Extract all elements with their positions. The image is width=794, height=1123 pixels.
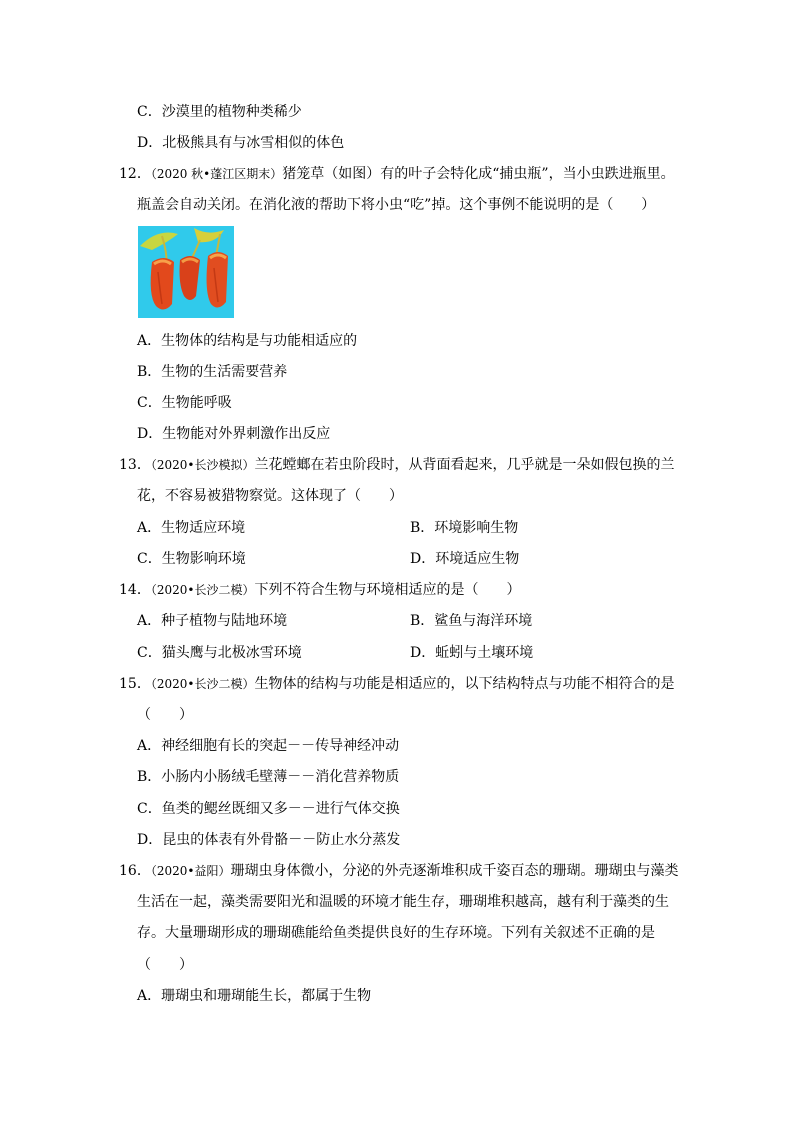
q15-stem: [119, 674, 674, 694]
q12-stem-line1: 猪笼草（如图）有的叶子会特化成“捕虫瓶”，当小虫跌进瓶里。: [282, 166, 675, 182]
q11-option-d: D．北极熊具有与冰雪相似的体色: [137, 135, 345, 151]
q15-option-a: A．神经细胞有长的突起－－传导神经冲动: [137, 738, 400, 754]
q14-option-d: D．蚯蚓与土壤环境: [410, 645, 534, 661]
q12-number: 12．: [119, 166, 151, 182]
q13-stem-line2: 花，不容易被猎物察觉。这体现了（ ）: [137, 488, 403, 504]
q13-option-b: B．环境影响生物: [410, 520, 519, 536]
q12-option-d: D．生物能对外界刺激作出反应: [137, 426, 331, 442]
q15-source: （2020•长沙二模）: [150, 677, 255, 691]
q16-source: （2020•益阳）: [150, 864, 231, 878]
q16-stem-line1: 珊瑚虫身体微小，分泌的外壳逐渐堆积成千姿百态的珊瑚。珊瑚虫与藻类: [230, 863, 679, 879]
q16-stem-line3: 存。大量珊瑚形成的珊瑚礁能给鱼类提供良好的生存环境。下列有关叙述不正确的是: [137, 925, 655, 941]
q12-option-a: A．生物体的结构是与功能相适应的: [137, 333, 358, 349]
q14-source: （2020•长沙二模）: [150, 583, 255, 597]
q16-stem: [119, 861, 678, 881]
q16-stem-line2: 生活在一起，藻类需要阳光和温暖的环境才能生存，珊瑚堆积越高，越有利于藻类的生: [137, 894, 669, 910]
q13-option-d: D．环境适应生物: [410, 551, 520, 567]
q14-option-c: C．猫头鹰与北极冰雪环境: [137, 645, 302, 661]
q13-option-c: C．生物影响环境: [137, 551, 246, 567]
q13-stem: [119, 455, 674, 475]
q14-option-b: B．鲨鱼与海洋环境: [410, 613, 533, 629]
q14-option-a: A．种子植物与陆地环境: [137, 613, 288, 629]
q16-option-a: A．珊瑚虫和珊瑚能生长，都属于生物: [137, 988, 372, 1004]
q15-option-c: C．鱼类的鳃丝既细又多－－进行气体交换: [137, 801, 400, 817]
q13-source: （2020•长沙模拟）: [150, 458, 255, 472]
q12-option-c: C．生物能呼吸: [137, 395, 232, 411]
q12-stem-line2: 瓶盖会自动关闭。在消化液的帮助下将小虫“吃”掉。这个事例不能说明的是（ ）: [137, 197, 656, 213]
q15-stem-line1: 生物体的结构与功能是相适应的，以下结构特点与功能不相符合的是: [254, 676, 675, 692]
q14-stem-line1: 下列不符合生物与环境相适应的是（ ）: [254, 582, 521, 598]
q14-stem: [119, 580, 520, 600]
q15-option-d: D．昆虫的体表有外骨骼－－防止水分蒸发: [137, 832, 401, 848]
q12-source: （2020 秋•蓬江区期末）: [150, 167, 283, 181]
q14-number: 14．: [119, 582, 151, 598]
q16-number: 16．: [119, 863, 151, 879]
q15-number: 15．: [119, 676, 151, 692]
q11-option-c: C．沙漠里的植物种类稀少: [137, 104, 302, 120]
q15-stem-line2: （ ）: [137, 707, 193, 723]
q16-stem-line4: （ ）: [137, 957, 193, 973]
q15-option-b: B．小肠内小肠绒毛壁薄－－消化营养物质: [137, 769, 400, 785]
pitcher-plant-image: [138, 226, 234, 318]
q13-stem-line1: 兰花螳螂在若虫阶段时，从背面看起来，几乎就是一朵如假包换的兰: [254, 457, 675, 473]
q13-option-a: A．生物适应环境: [137, 520, 246, 536]
q13-number: 13．: [119, 457, 151, 473]
q12-option-b: B．生物的生活需要营养: [137, 364, 288, 380]
q12-stem: [119, 164, 675, 184]
